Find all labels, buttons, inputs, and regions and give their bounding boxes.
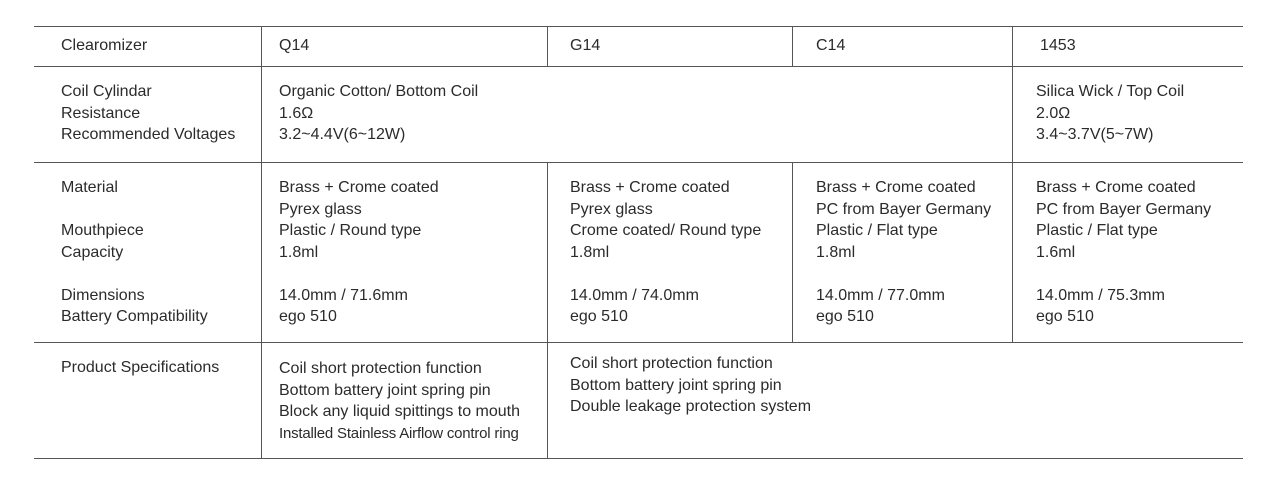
cell-value: PC from Bayer Germany: [816, 200, 992, 218]
product-label: [61, 357, 219, 379]
cell-value: 1.6ml: [1036, 243, 1076, 261]
cell-value: 1.8ml: [279, 243, 319, 261]
col-divider-g14-c14: [792, 162, 793, 342]
cell-value: Organic Cotton/ Bottom Coil: [279, 83, 479, 100]
header-model-q14: [279, 35, 309, 57]
cell-value: 2.0Ω: [1036, 104, 1071, 122]
spec-c14-values: [816, 177, 991, 328]
label-spacer: [61, 263, 208, 285]
cell-value: 14.0mm / 77.0mm: [816, 286, 945, 304]
label-spacer: [61, 199, 208, 221]
cell-value: ego 510: [279, 308, 337, 325]
cell-value: 14.0mm / 75.3mm: [1036, 286, 1165, 304]
cell-value: ego 510: [816, 308, 874, 325]
header-label-text: Clearomizer: [61, 37, 148, 54]
header-label: [61, 35, 147, 57]
cell-value: Silica Wick / Top Coil: [1036, 83, 1185, 100]
header-bottom-rule: [34, 66, 1243, 67]
cell-value: Brass + Crome coated: [570, 179, 730, 196]
cell-value: Installed Stainless Airflow control ring: [279, 424, 519, 442]
spec-labels: [61, 177, 208, 328]
cell-value: ego 510: [570, 308, 628, 325]
product-q14-values: [279, 358, 520, 444]
table-top-rule: [34, 26, 1243, 27]
cell-value: Double leakage protection system: [570, 398, 812, 415]
cell-value: 1.8ml: [570, 243, 610, 261]
row-label: Coil Cylindar: [61, 83, 152, 100]
cell-value: Crome coated/ Round type: [570, 222, 762, 239]
col-divider-q14-g14: [547, 26, 548, 66]
cell-value: Pyrex glass: [570, 200, 653, 218]
coil-shared-values: [279, 81, 478, 146]
col-divider-g14-c14: [792, 26, 793, 66]
cell-value: 1.6Ω: [279, 104, 314, 122]
header-model-g14: [570, 35, 600, 57]
cell-value: ego 510: [1036, 308, 1094, 325]
cell-value: Plastic / Flat type: [1036, 222, 1158, 239]
value-spacer: [279, 263, 439, 285]
cell-value: Brass + Crome coated: [816, 179, 976, 196]
cell-value: 14.0mm / 74.0mm: [570, 286, 699, 304]
product-other-values: [570, 353, 811, 418]
value-spacer: [570, 263, 761, 285]
coil-labels: [61, 81, 235, 146]
cell-value: Coil short protection function: [570, 355, 773, 372]
table-bottom-rule: [34, 458, 1243, 459]
cell-value: Brass + Crome coated: [279, 179, 439, 196]
row-label: Recommended Voltages: [61, 126, 236, 143]
cell-value: PC from Bayer Germany: [1036, 200, 1212, 218]
row-label: Resistance: [61, 104, 141, 122]
cell-value: Plastic / Round type: [279, 222, 422, 239]
row-label: Capacity: [61, 243, 124, 261]
cell-value: Coil short protection function: [279, 360, 482, 377]
spec-q14-values: [279, 177, 439, 328]
row-label: Mouthpiece: [61, 222, 144, 239]
value-spacer: [1036, 263, 1211, 285]
specs-bottom-rule: [34, 342, 1243, 343]
model-name: C14: [816, 37, 846, 54]
spec-1453-values: [1036, 177, 1211, 328]
cell-value: 14.0mm / 71.6mm: [279, 286, 408, 304]
col-divider-c14-1453: [1012, 26, 1013, 342]
header-model-1453: [1040, 35, 1076, 57]
row-label: Battery Compatibility: [61, 308, 208, 325]
coil-1453-values: [1036, 81, 1184, 146]
model-name: Q14: [279, 37, 310, 54]
spec-g14-values: [570, 177, 761, 328]
cell-value: 3.4~3.7V(5~7W): [1036, 126, 1154, 143]
col-divider-q14-g14: [547, 162, 548, 458]
cell-value: Brass + Crome coated: [1036, 179, 1196, 196]
col-divider-label: [261, 26, 262, 458]
row-label: Dimensions: [61, 286, 145, 304]
value-spacer: [816, 263, 991, 285]
cell-value: 3.2~4.4V(6~12W): [279, 126, 406, 143]
model-name: 1453: [1040, 37, 1076, 54]
coil-bottom-rule: [34, 162, 1243, 163]
cell-value: Bottom battery joint spring pin: [570, 376, 782, 394]
cell-value: Block any liquid spittings to mouth: [279, 403, 521, 420]
cell-value: Pyrex glass: [279, 200, 362, 218]
cell-value: 1.8ml: [816, 243, 856, 261]
model-name: G14: [570, 37, 601, 54]
row-label: Material: [61, 179, 118, 196]
row-label: Product Specifications: [61, 359, 220, 376]
cell-value: Bottom battery joint spring pin: [279, 381, 491, 399]
cell-value: Plastic / Flat type: [816, 222, 938, 239]
header-model-c14: [816, 35, 845, 57]
